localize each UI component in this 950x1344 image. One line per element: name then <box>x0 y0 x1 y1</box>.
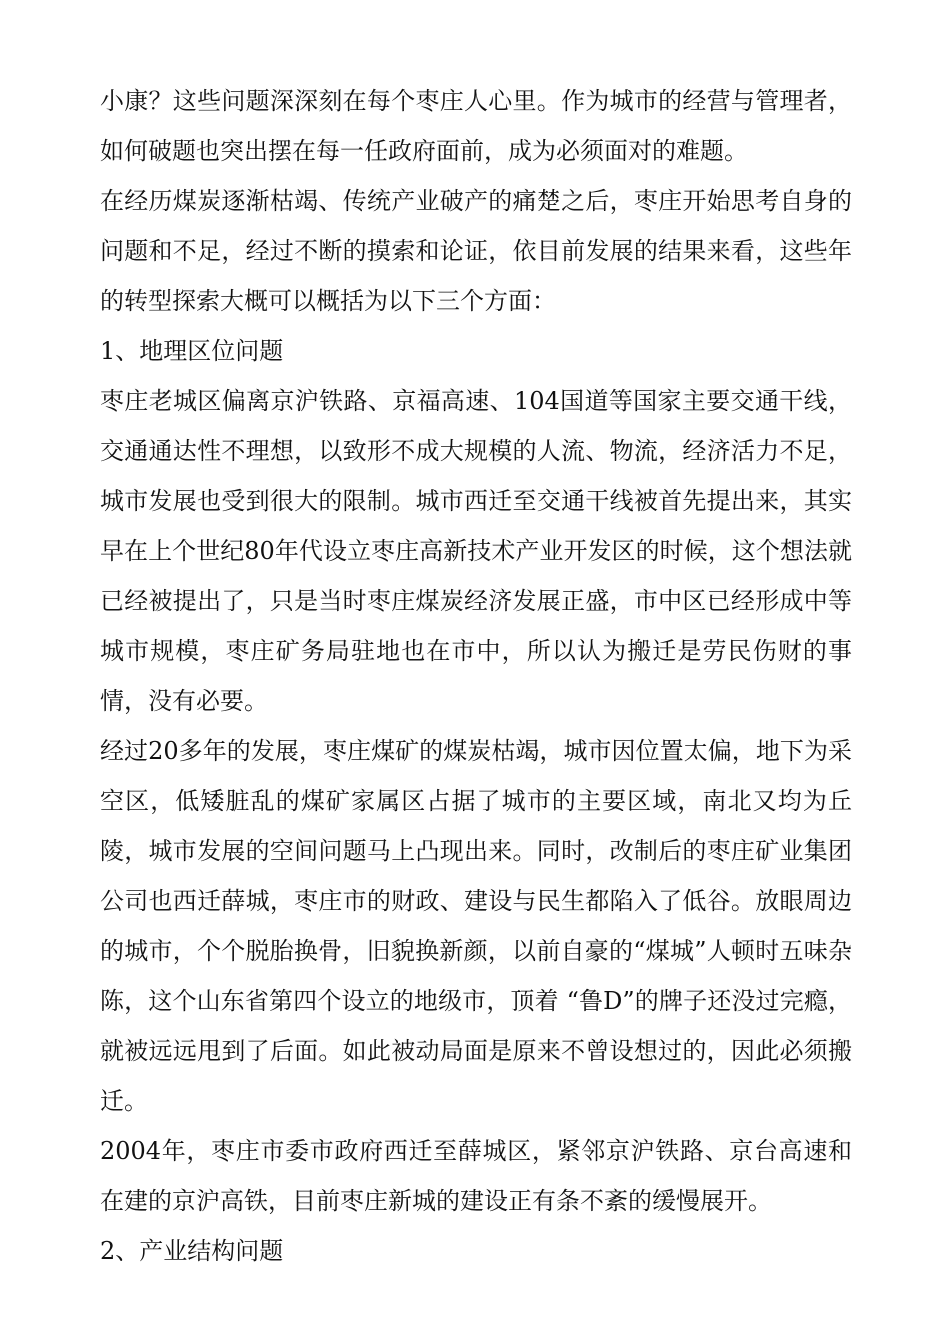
document-page <box>100 76 852 1276</box>
section-heading-industrial-structure: 2、产业结构问题 <box>100 1237 284 1265</box>
paragraph-intro-continuation: 小康？这些问题深深刻在每个枣庄人心里。作为城市的经营与管理者，如何破题也突出摆在每一任政府面前，成为必须面对的难题。 <box>100 87 852 165</box>
paragraph-old-city-transport: 枣庄老城区偏离京沪铁路、京福高速、104国道等国家主要交通干线，交通通达性不理想，以致形不成大规模的人流、物流，经济活力不足，城市发展也受到很大的限制。城市西迁至交通干线被首先提出来，其实早在上个世纪80年代设立枣庄高新技术产业开发区的时候，这个想法就已经被提出了，只是当时枣庄煤炭经济发展正盛，市中区已经形成中等城市规模，枣庄矿务局驻地也在市中，所以认为搬迁是劳民伤财的事情，没有必要。 <box>100 387 852 715</box>
paragraph-relocation-2004: 2004年，枣庄市委市政府西迁至薛城区，紧邻京沪铁路、京台高速和在建的京沪高铁，目前枣庄新城的建设正有条不紊的缓慢展开。 <box>100 1137 852 1215</box>
paragraph-transition-overview: 在经历煤炭逐渐枯竭、传统产业破产的痛楚之后，枣庄开始思考自身的问题和不足，经过不断的摸索和论证，依目前发展的结果来看，这些年的转型探索大概可以概括为以下三个方面： <box>100 187 852 315</box>
section-heading-geographic-location: 1、地理区位问题 <box>100 337 284 365</box>
paragraph-coal-depletion: 经过20多年的发展，枣庄煤矿的煤炭枯竭，城市因位置太偏，地下为采空区，低矮脏乱的煤矿家属区占据了城市的主要区域，南北又均为丘陵，城市发展的空间问题马上凸现出来。同时，改制后的枣庄矿业集团公司也西迁薛城，枣庄市的财政、建设与民生都陷入了低谷。放眼周边的城市，个个脱胎换骨，旧貌换新颜，以前自豪的“煤城”人顿时五味杂陈，这个山东省第四个设立的地级市，顶着 “鲁D”的牌子还没过完瘾，就被远远甩到了后面。如此被动局面是原来不曾设想过的，因此必须搬迁。 <box>100 737 852 1115</box>
